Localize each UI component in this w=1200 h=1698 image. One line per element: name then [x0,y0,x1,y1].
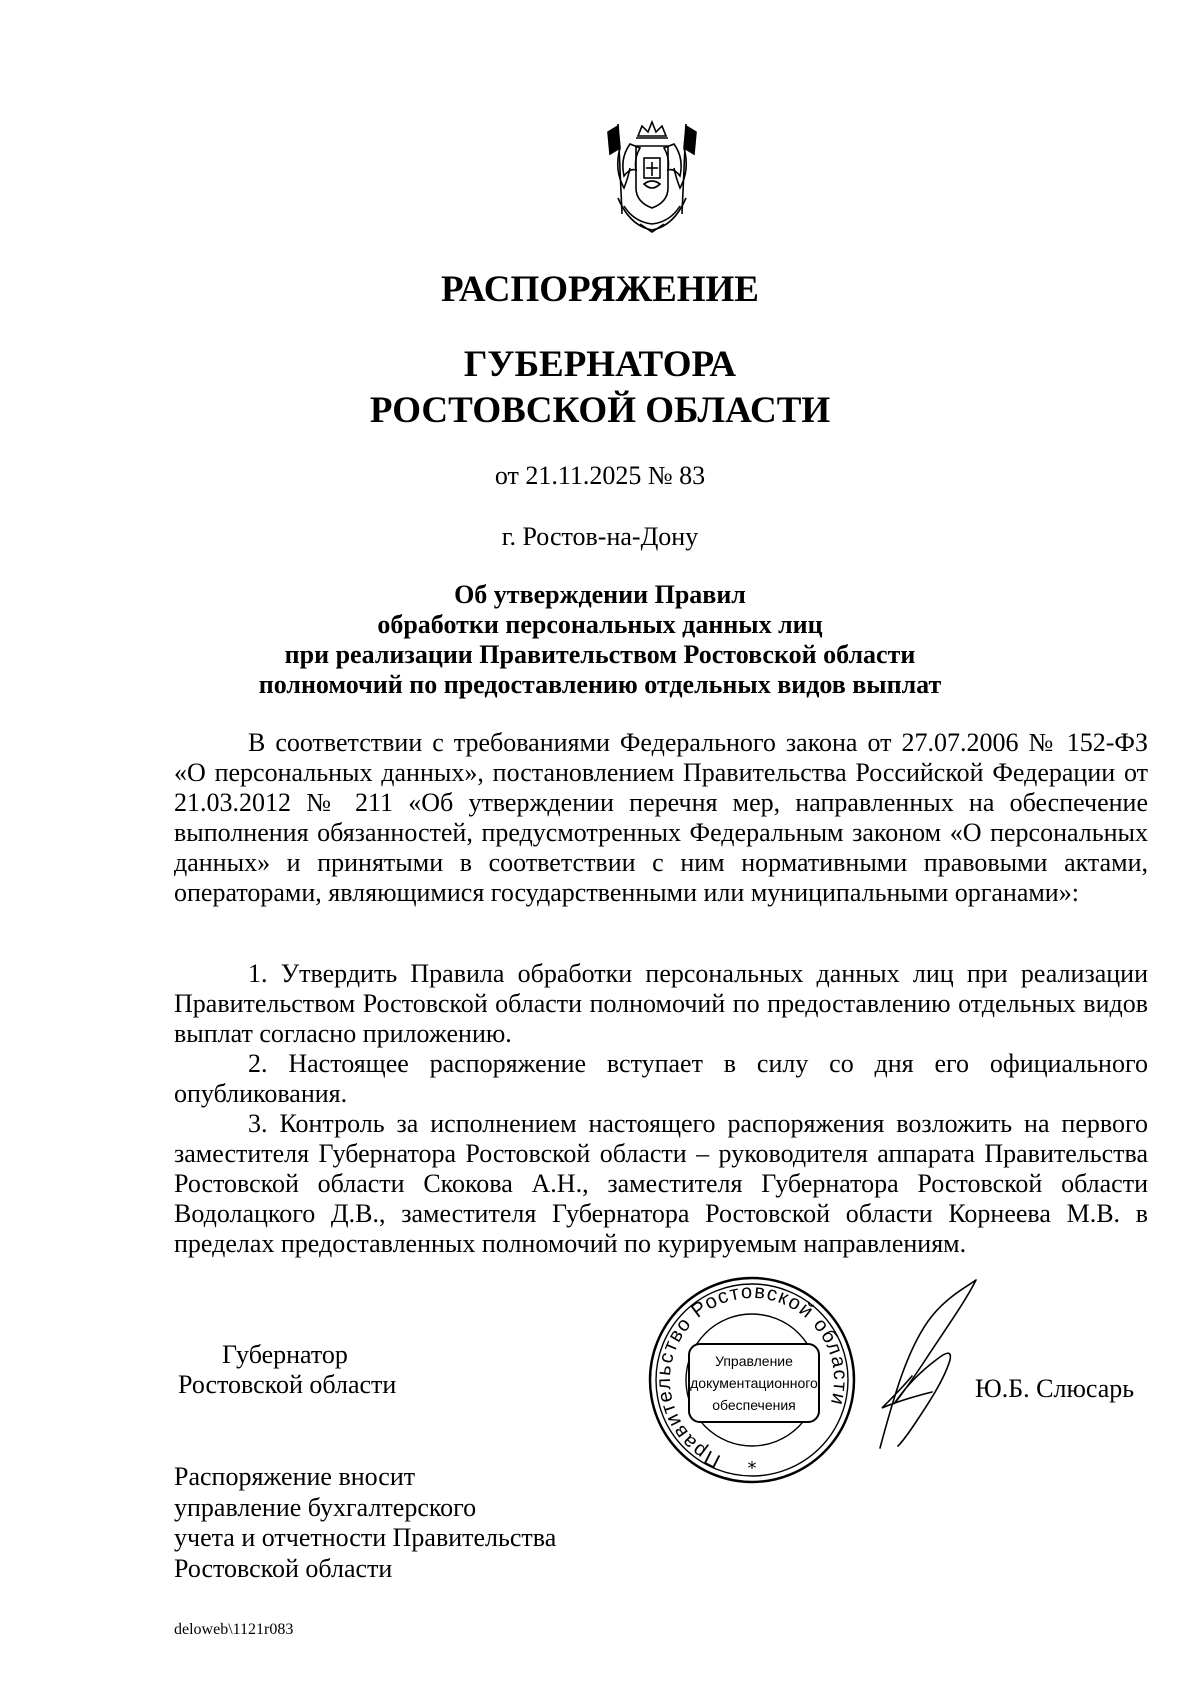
preamble-paragraph: В соответствии с требованиями Федерального закона от 27.07.2006 № 152-ФЗ «О персональных данных», постановлением Правительства Российской Федерации от 21.03.2012 № 211 «Об утверждении перечня мер, направленных на обеспечение выполнения обязанностей, предусмотренных Федеральным законом «О персональных данных» и принятыми в соответствии с ним нормативными правовыми актами, операторами, являющимися государственными или муниципальными органами»: [174,728,1148,907]
document-type-title: РАСПОРЯЖЕНИЕ [440,269,759,310]
submitter-note [174,1462,556,1584]
submitter-line: Распоряжение вносит [174,1462,416,1491]
stamp-inner-line: документационного [690,1375,818,1391]
clause-item: 1. Утвердить Правила обработки персональных данных лиц при реализации Правительством Ростовской области полномочий по предоставлению отдельных видов выплат согласно приложению. [174,959,1148,1048]
heading-line: обработки персональных данных лиц [377,610,823,639]
date-number: от 21.11.2025 № 83 [494,461,706,490]
stamp-inner-line: Управление [715,1353,793,1369]
heading-line: при реализации Правительством Ростовской области [284,640,916,669]
submitter-line: Ростовской области [174,1553,393,1583]
stamp-inner-line: обеспечения [712,1397,796,1413]
submitter-line: управление бухгалтерского [174,1492,477,1522]
document-heading [0,580,1200,700]
clause-item: 2. Настоящее распоряжение вступает в силу со дня его официального опубликования. [174,1049,1148,1108]
coat-of-arms-icon [600,118,704,236]
issuer-title-line: РОСТОВСКОЙ ОБЛАСТИ [369,390,831,431]
handwritten-signature [872,1276,982,1456]
issuer-title [0,342,1200,434]
issue-city: г. Ростов-на-Дону [501,522,699,551]
issuer-title-line: ГУБЕРНАТОРА [463,344,737,385]
signatory-position [174,1340,396,1400]
stamp-star-mark: * [747,1458,757,1479]
clause-item: 3. Контроль за исполнением настоящего распоряжения возложить на первого заместителя Губернатора Ростовской области – руководителя аппарата Правительства Ростовской области Скокова А.Н., заместителя Губернатора Ростовской области Водолацкого Д.В., заместителя Губернатора Ростовской области Корнеева М.В. в пределах предоставленных полномочий по курируемым направлениям. [174,1109,1148,1258]
file-reference: deloweb\1121r083 [174,1621,294,1638]
signer-name: Ю.Б. Слюсарь [975,1374,1135,1403]
stamp-center-box [688,1343,820,1423]
submitter-line: учета и отчетности Правительства [174,1523,557,1552]
heading-line: Об утверждении Правил [454,580,746,609]
stamp-ring-text: Правительство Ростовской области [652,1280,852,1472]
signatory-position-line: Ростовской области [178,1370,397,1399]
clauses-list [174,959,1148,1259]
heading-line: полномочий по предоставлению отдельных видов выплат [258,670,942,699]
signatory-position-line: Губернатор [222,1340,348,1369]
